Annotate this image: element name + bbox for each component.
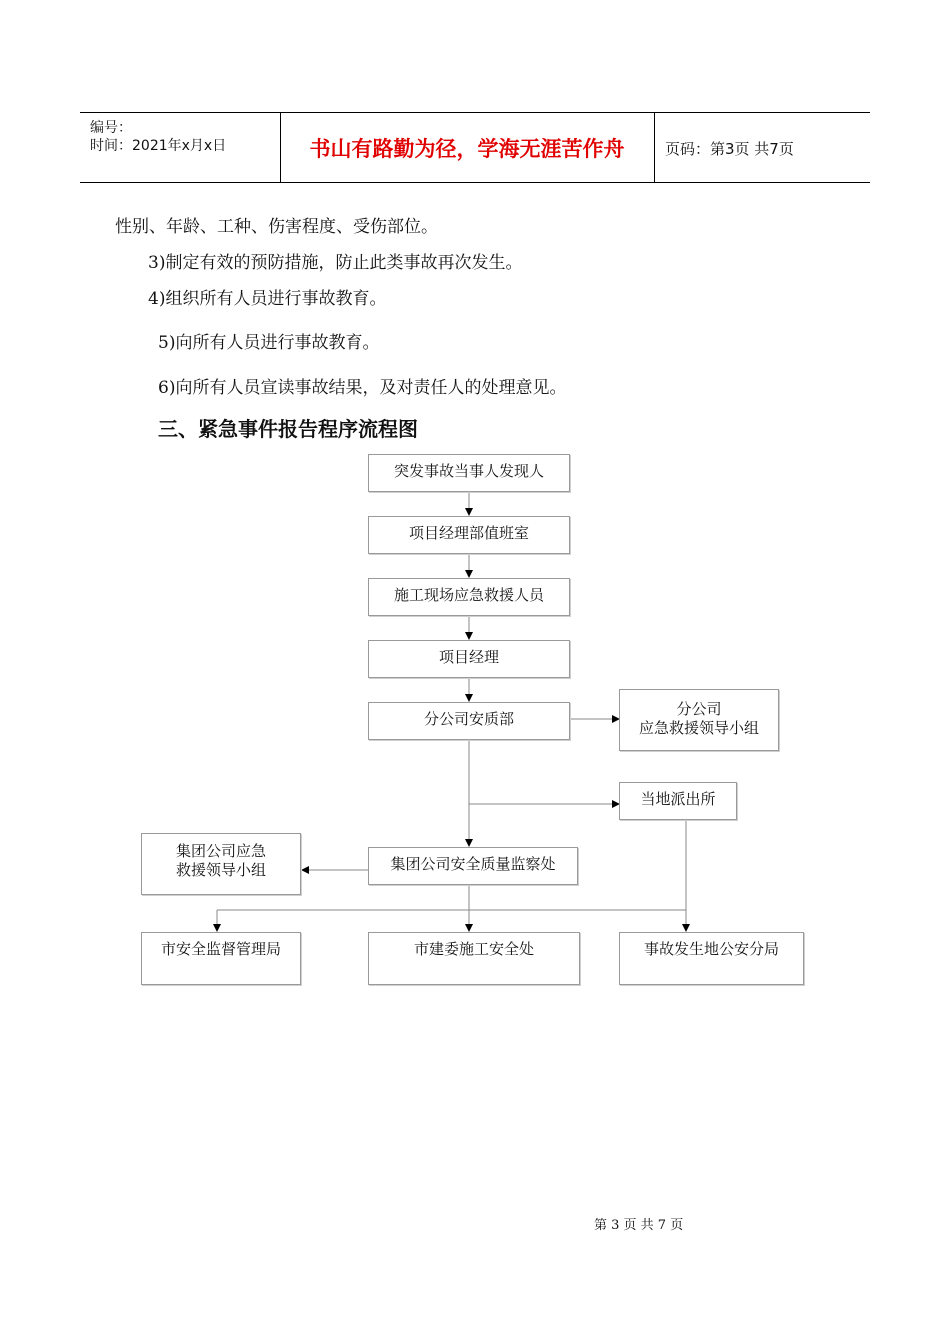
section-heading: 三、紧急事件报告程序流程图 <box>158 417 418 441</box>
flow-node-rescue-staff <box>368 578 570 616</box>
flow-node-label: 分公司安质部 <box>423 710 514 728</box>
body-line-0: 性别、年龄、工种、伤害程度、受伤部位。 <box>115 217 438 237</box>
flow-node-branch-leadership <box>619 689 779 751</box>
flow-node-label: 应急救援领导小组 <box>638 719 759 737</box>
flow-node-label: 施工现场应急救援人员 <box>393 586 544 604</box>
list-item-6: 6)向所有人员宣读事故结果，及对责任人的处理意见。 <box>158 378 567 398</box>
header-time: 时间：2021年x月x日 <box>90 138 227 154</box>
flow-node-project-manager <box>368 640 570 678</box>
header-number: 编号： <box>90 120 132 136</box>
flow-node-branch-quality-dept <box>368 702 570 740</box>
list-item-4: 4)组织所有人员进行事故教育。 <box>148 289 387 309</box>
flow-node-group-leadership <box>141 833 301 895</box>
flow-node-group-supervision <box>368 847 578 885</box>
flow-node-label: 市建委施工安全处 <box>413 940 534 958</box>
flow-node-label: 救援领导小组 <box>175 861 266 879</box>
flow-node-label: 事故发生地公安分局 <box>643 940 779 958</box>
flow-node-label: 项目经理 <box>438 648 499 666</box>
flow-node-label: 当地派出所 <box>640 790 716 808</box>
flow-node-city-construction-safety <box>368 932 580 985</box>
list-item-3: 3)制定有效的预防措施，防止此类事故再次发生。 <box>148 253 523 273</box>
page-footer: 第 3 页 共 7 页 <box>594 1218 684 1233</box>
flow-node-discoverer <box>368 454 570 492</box>
flow-node-label: 市安全监督管理局 <box>160 940 281 958</box>
flow-node-label: 集团公司安全质量监察处 <box>390 855 556 873</box>
header-page-info: 页码：第3页 共7页 <box>665 140 794 158</box>
flow-node-label: 集团公司应急 <box>175 842 266 860</box>
flow-node-label: 项目经理部值班室 <box>408 524 529 542</box>
flow-node-local-public-security <box>619 932 804 985</box>
list-item-5: 5)向所有人员进行事故教育。 <box>158 333 380 353</box>
flow-node-city-safety-bureau <box>141 932 301 985</box>
flow-node-police-station <box>619 782 737 820</box>
flow-node-label: 分公司 <box>676 700 722 718</box>
header-motto: 书山有路勤为径，学海无涯苦作舟 <box>280 113 655 182</box>
flow-node-label: 突发事故当事人发现人 <box>393 462 544 480</box>
flow-node-duty-room <box>368 516 570 554</box>
